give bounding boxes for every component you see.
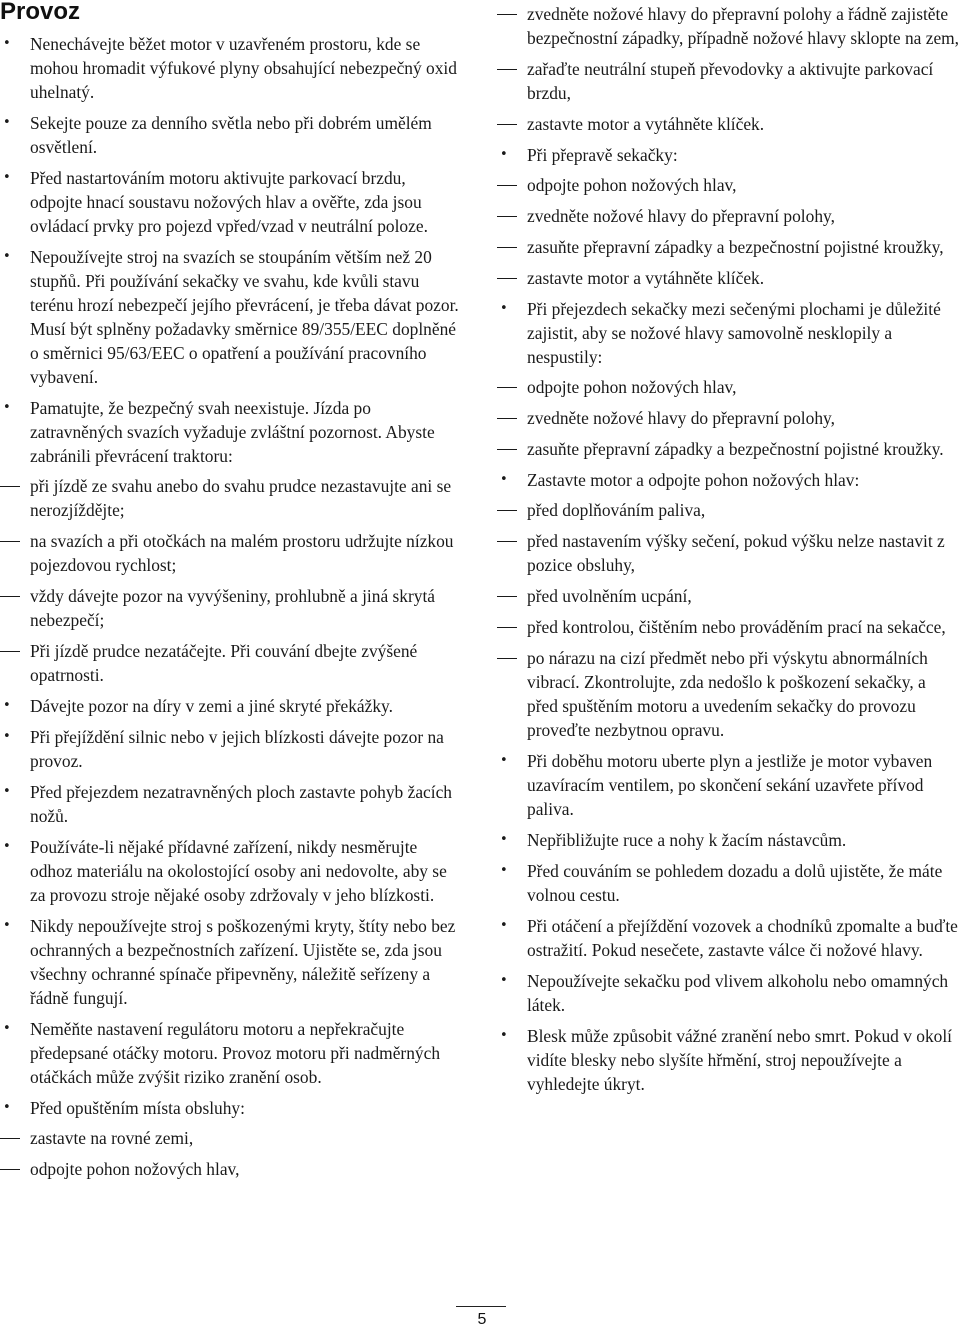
bullet-text: • Nepoužívejte sekačku pod vlivem alkoholu nebo omamných látek. bbox=[527, 971, 949, 1015]
section-title: Provoz bbox=[0, 0, 81, 25]
bullet-text: • Před opuštěním místa obsluhy: bbox=[30, 1098, 245, 1118]
dash-subitem: před nastavením výšky sečení, pokud výšku nelze nastavit z pozice obsluhy, bbox=[497, 529, 960, 577]
bullet-text: • Blesk může způsobit vážné zranění nebo smrt. Pokud v okolí vidíte blesky nebo slyšíte hřmění, stroj nepoužívejte a vyhledejte úkryt. bbox=[527, 1026, 953, 1094]
footer-rule bbox=[456, 1306, 506, 1307]
dash-list bbox=[497, 173, 960, 290]
bullet-item bbox=[0, 1096, 462, 1181]
dash-subitem: na svazích a při otočkách na malém prostoru udržujte nízkou pojezdovou rychlost; bbox=[0, 529, 462, 577]
bullet-text: • Používáte-li nějaké přídavné zařízení, nikdy nesměrujte odhoz materiálu na okolostojící osoby ani nedovolte, aby se za provozu stroje nějaké osoby zdržovaly v jeho blízkosti. bbox=[30, 837, 447, 905]
dash-list bbox=[497, 375, 960, 461]
bullet-item bbox=[0, 914, 462, 1010]
dash-subitem: zvedněte nožové hlavy do přepravní polohy, bbox=[497, 406, 960, 430]
bullet-item bbox=[0, 396, 462, 687]
bullet-item bbox=[497, 1024, 960, 1096]
bullet-text: • Dávejte pozor na díry v zemi a jiné skryté překážky. bbox=[30, 696, 393, 716]
dash-subitem: odpojte pohon nožových hlav, bbox=[497, 173, 960, 197]
dash-subitem: odpojte pohon nožových hlav, bbox=[0, 1157, 462, 1181]
dash-subitem: zasuňte přepravní západky a bezpečnostní pojistné kroužky. bbox=[497, 437, 960, 461]
bullet-text: • Při přejezdech sekačky mezi sečenými plochami je důležité zajistit, aby se nožové hlavy samovolně nesklopily a nespustily: bbox=[527, 299, 941, 367]
bullet-item bbox=[497, 143, 960, 290]
dash-list bbox=[497, 498, 960, 742]
dash-subitem: zastavte na rovné zemi, bbox=[0, 1126, 462, 1150]
left-column bbox=[0, 32, 462, 1188]
dash-subitem: před uvolněním ucpání, bbox=[497, 584, 960, 608]
bullet-item bbox=[0, 694, 462, 718]
dash-subitem: před doplňováním paliva, bbox=[497, 498, 960, 522]
bullet-item bbox=[0, 166, 462, 238]
bullet-item bbox=[0, 780, 462, 828]
dash-list bbox=[0, 1126, 462, 1181]
bullet-text: • Při přepravě sekačky: bbox=[527, 145, 678, 165]
dash-subitem: při jízdě ze svahu anebo do svahu prudce nezastavujte ani se nerozjíždějte; bbox=[0, 474, 462, 522]
dash-list bbox=[0, 474, 462, 687]
bullet-item bbox=[497, 749, 960, 821]
bullet-text: • Neměňte nastavení regulátoru motoru a nepřekračujte předepsané otáčky motoru. Provoz motoru při nadměrných otáčkách může zvýšit riziko zranění osob. bbox=[30, 1019, 441, 1087]
right-column bbox=[497, 2, 960, 1103]
bullet-text: • Před couváním se pohledem dozadu a dolů ujistěte, že máte volnou cestu. bbox=[527, 861, 943, 905]
dash-subitem: zvedněte nožové hlavy do přepravní polohy a řádně zajistěte bezpečnostní západky, případně nožové hlavy sklopte na zem, bbox=[497, 2, 960, 50]
bullet-text: • Zastavte motor a odpojte pohon nožových hlav: bbox=[527, 470, 860, 490]
bullet-text: • Před přejezdem nezatravněných ploch zastavte pohyb žacích nožů. bbox=[30, 782, 453, 826]
dash-subitem: před kontrolou, čištěním nebo prováděním prací na sekačce, bbox=[497, 615, 960, 639]
dash-subitem: zvedněte nožové hlavy do přepravní polohy, bbox=[497, 204, 960, 228]
bullet-item bbox=[497, 297, 960, 461]
bullet-item bbox=[497, 914, 960, 962]
bullet-text: • Při otáčení a přejíždění vozovek a chodníků zpomalte a buďte ostražití. Pokud nesečete, zastavte válce či nožové hlavy. bbox=[527, 916, 958, 960]
dash-subitem: po nárazu na cizí předmět nebo při výskytu abnormálních vibrací. Zkontrolujte, zda nedošlo k poškození sekačky, a před spuštěním motoru a uvedením sekačky do provozu proveďte nezbytnou opravu. bbox=[497, 646, 960, 742]
bullet-item bbox=[0, 32, 462, 104]
dash-subitem: zasuňte přepravní západky a bezpečnostní pojistné kroužky, bbox=[497, 235, 960, 259]
bullet-item bbox=[497, 468, 960, 742]
dash-subitem: zastavte motor a vytáhněte klíček. bbox=[497, 266, 960, 290]
bullet-text: • Nepřibližujte ruce a nohy k žacím nástavcům. bbox=[527, 830, 847, 850]
bullet-text: • Při přejíždění silnic nebo v jejich blízkosti dávejte pozor na provoz. bbox=[30, 727, 444, 771]
bullet-text: • Pamatujte, že bezpečný svah neexistuje. Jízda po zatravněných svazích vyžaduje zvláštní pozornost. Abyste zabránili převrácení traktoru: bbox=[30, 398, 435, 466]
bullet-item bbox=[0, 245, 462, 389]
bullet-item bbox=[0, 1017, 462, 1089]
bullet-item bbox=[0, 111, 462, 159]
bullet-text: • Sekejte pouze za denního světla nebo při dobrém umělém osvětlení. bbox=[30, 113, 432, 157]
bullet-text: • Nenechávejte běžet motor v uzavřeném prostoru, kde se mohou hromadit výfukové plyny obsahující nebezpečný oxid uhelnatý. bbox=[30, 34, 457, 102]
bullet-text: • Nikdy nepoužívejte stroj s poškozenými kryty, štíty nebo bez ochranných a bezpečnostních zařízení. Ujistěte se, zda jsou všechny ochranné spínače připevněny, náležitě seřízeny a řádně fungují. bbox=[30, 916, 456, 1008]
dash-subitem: zastavte motor a vytáhněte klíček. bbox=[497, 112, 960, 136]
dash-subitem: odpojte pohon nožových hlav, bbox=[497, 375, 960, 399]
bullet-text: • Nepoužívejte stroj na svazích se stoupáním větším než 20 stupňů. Při používání sekačky ve svahu, kde kvůli stavu terénu hrozí nebezpečí jejího převrácení, je třeba dávat pozor. Musí být splněny požadavky směrnice 89/355/EEC doplněné o směrnici 95/63/EEC o opatření a používání pracovního vybavení. bbox=[30, 247, 459, 387]
bullet-item bbox=[497, 969, 960, 1017]
bullet-item bbox=[0, 835, 462, 907]
bullet-item bbox=[497, 828, 960, 852]
bullet-text: • Před nastartováním motoru aktivujte parkovací brzdu, odpojte hnací soustavu nožových hlav a ověřte, zda jsou ovládací prvky pro pojezd vpřed/vzad v neutrální poloze. bbox=[30, 168, 428, 236]
page-number: 5 bbox=[477, 1311, 487, 1328]
bullet-item bbox=[497, 859, 960, 907]
dash-subitem: zařaďte neutrální stupeň převodovky a aktivujte parkovací brzdu, bbox=[497, 57, 960, 105]
bullet-item bbox=[0, 725, 462, 773]
bullet-text: • Při doběhu motoru uberte plyn a jestliže je motor vybaven uzavíracím ventilem, po skončení sekání uzavřete přívod paliva. bbox=[527, 751, 933, 819]
dash-subitem: Při jízdě prudce nezatáčejte. Při couvání dbejte zvýšené opatrnosti. bbox=[0, 639, 462, 687]
dash-subitem: vždy dávejte pozor na vyvýšeniny, prohlubně a jiná skrytá nebezpečí; bbox=[0, 584, 462, 632]
